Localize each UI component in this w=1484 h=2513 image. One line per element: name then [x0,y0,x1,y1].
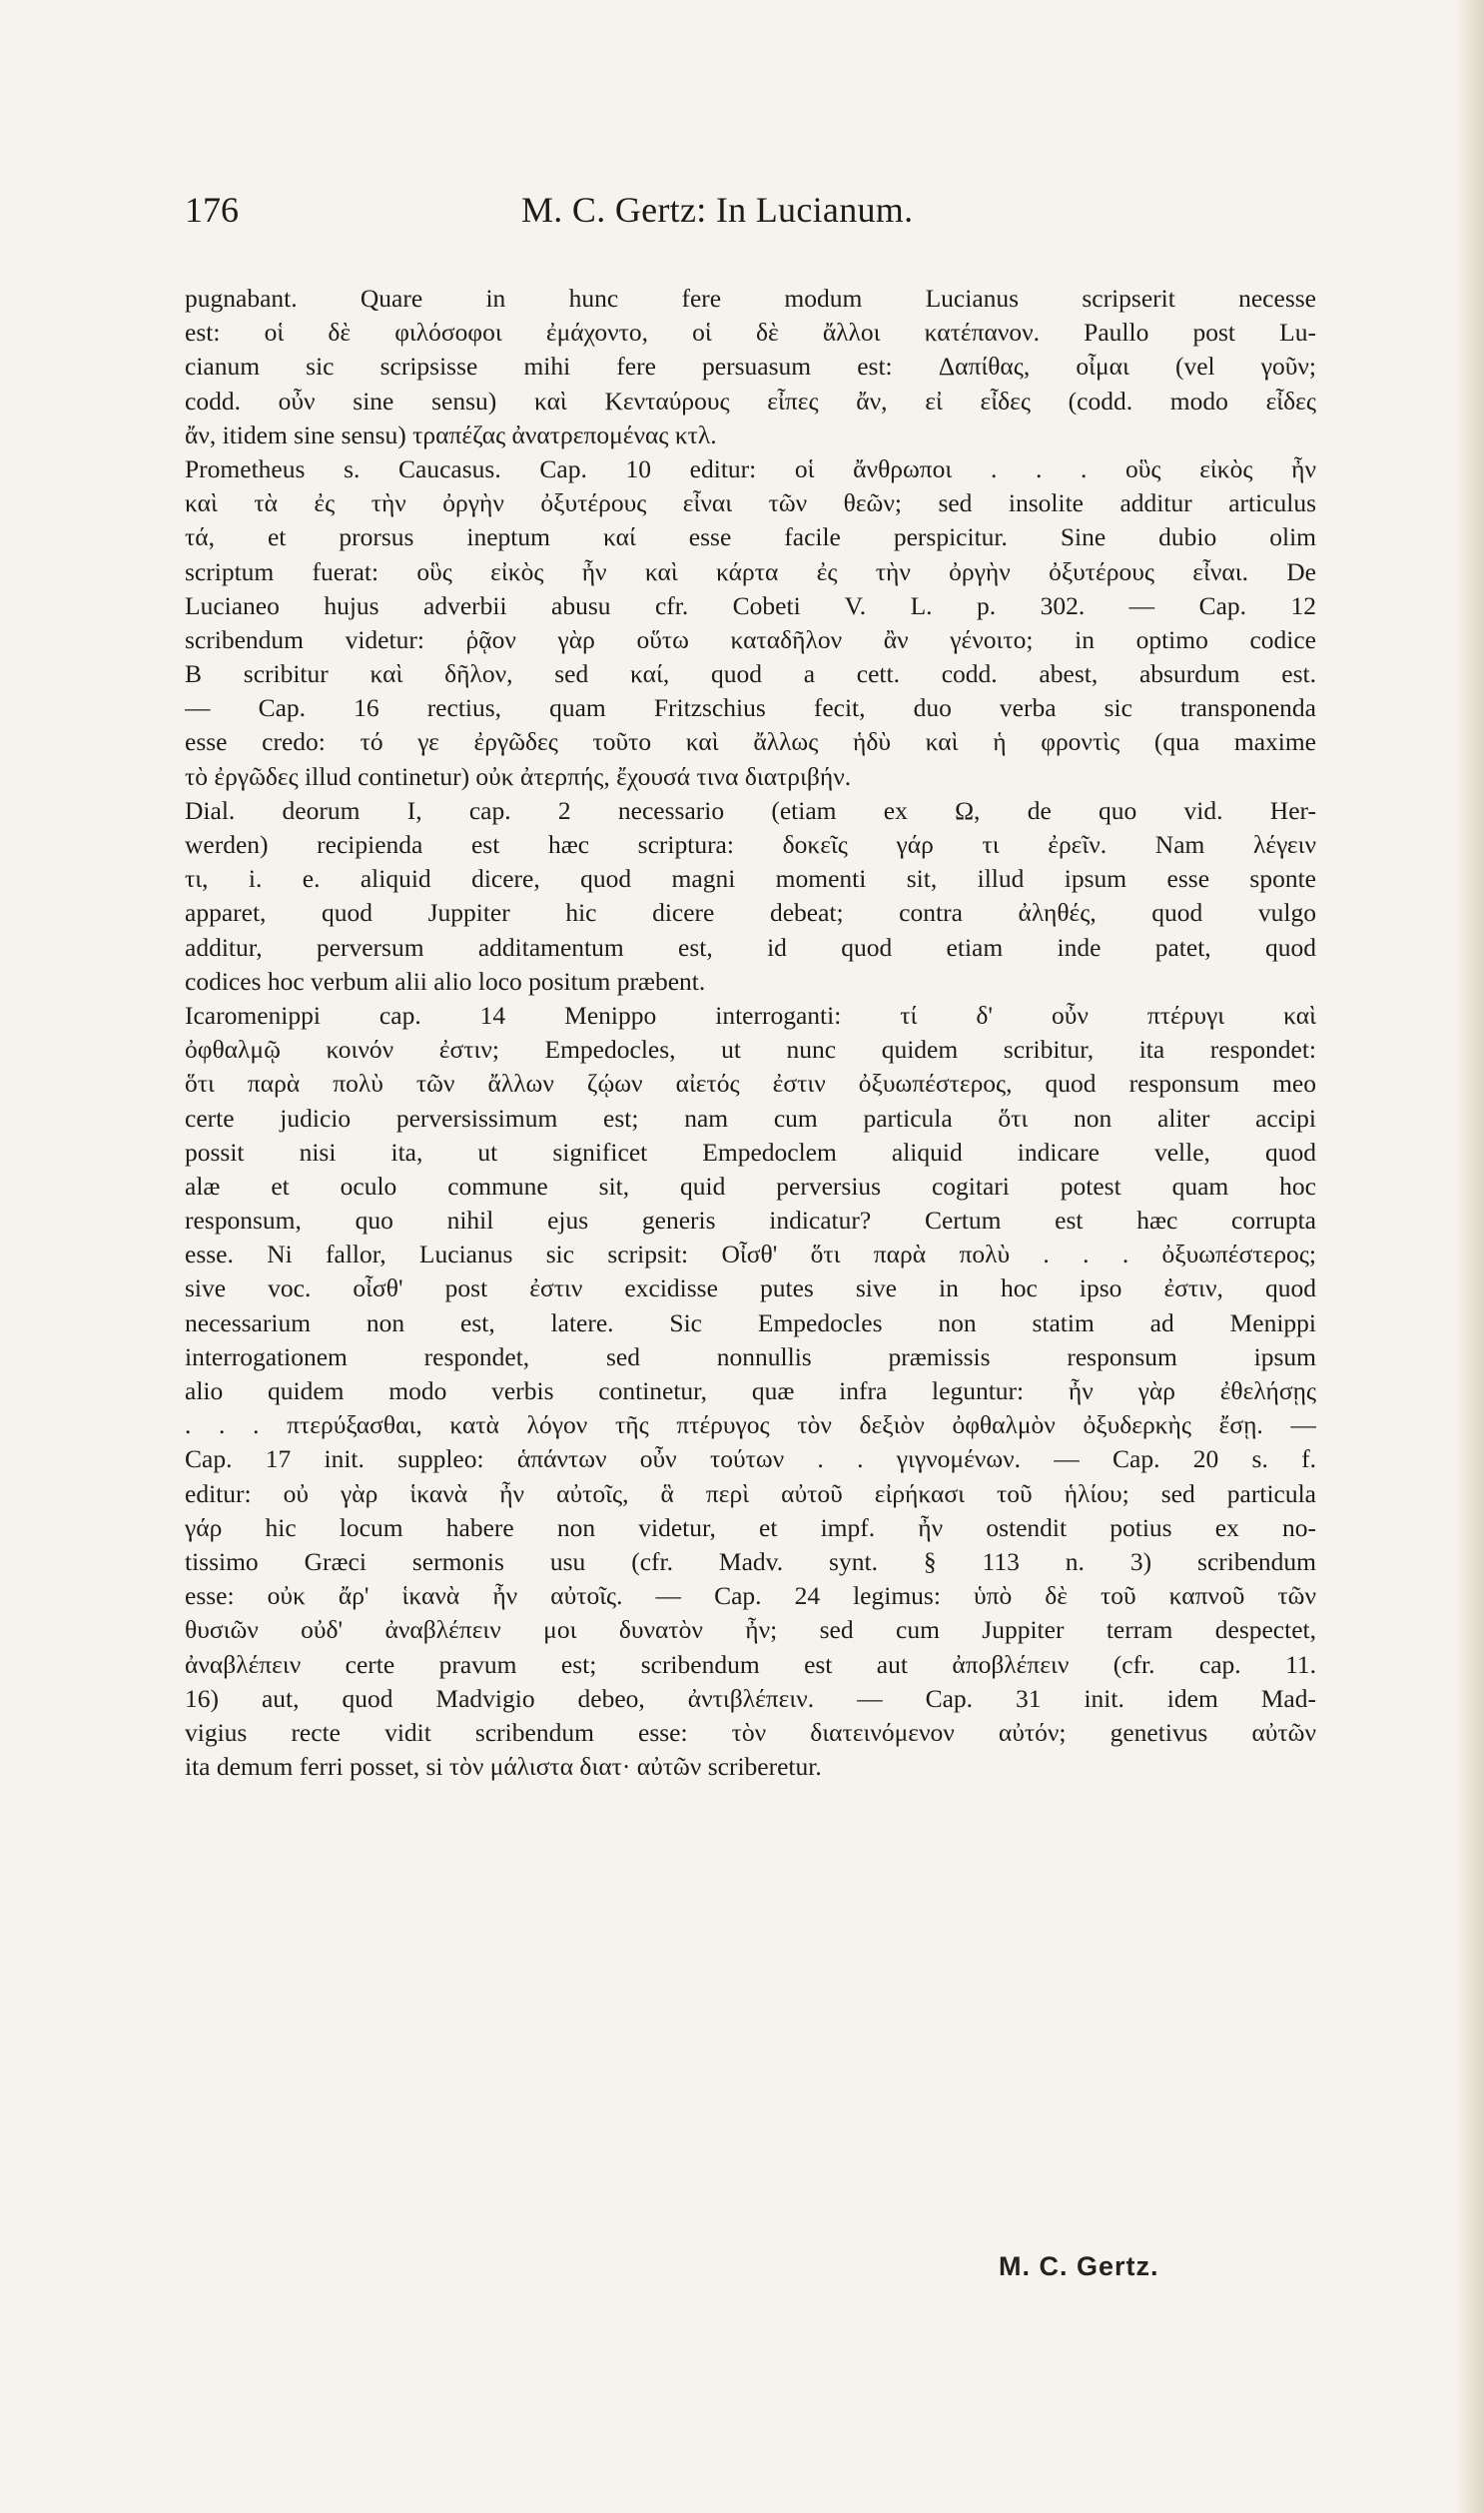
text-line: scribendum videtur: ῥᾷον γὰρ οὕτω καταδῆλον ἂν γένοιτο; in optimo codice [185,624,1316,654]
text-line: editur: οὐ γὰρ ἱκανὰ ἦν αὐτοῖς, ἃ περὶ αὐτοῦ εἰρήκασι τοῦ ἡλίου; sed particula [185,1478,1316,1508]
text-line: καὶ τὰ ἐς τὴν ὀργὴν ὀξυτέρους εἶναι τῶν θεῶν; sed insolite additur articulus [185,488,1316,518]
text-line: Prometheus s. Caucasus. Cap. 10 editur: οἱ ἄνθρωποι . . . οὓς εἰκὸς ἦν [185,453,1316,483]
text-line: ὀφθαλμῷ κοινόν ἐστιν; Empedocles, ut nunc quidem scribitur, ita respondet: [185,1035,1316,1065]
text-line: — Cap. 16 rectius, quam Fritzschius fecit, duo verba sic transponenda [185,693,1316,723]
text-line: cianum sic scripsisse mihi fere persuasum est: Δαπίθας, οἶμαι (vel γοῦν; [185,352,1316,382]
text-line: θυσιῶν οὐδ' ἀναβλέπειν μοι δυνατὸν ἦν; sed cum Juppiter terram despectet, [185,1615,1316,1645]
text-line: ἀναβλέπειν certe pravum est; scribendum est aut ἀποβλέπειν (cfr. cap. 11. [185,1649,1316,1679]
text-line: Icaromenippi cap. 14 Menippo interroganti: τί δ' οὖν πτέρυγι καὶ [185,1000,1316,1030]
text-line: interrogationem respondet, sed nonnullis præmissis responsum ipsum [185,1341,1316,1371]
text-line: Cap. 17 init. suppleo: ἁπάντων οὖν τούτων . . γιγνομένων. — Cap. 20 s. f. [185,1444,1316,1474]
text-line: ita demum ferri posset, si τὸν μάλιστα διατ· αὐτῶν scriberetur. [185,1752,822,1782]
running-head [185,186,1303,234]
text-line: Lucianeo hujus adverbii abusu cfr. Cobeti V. L. p. 302. — Cap. 12 [185,590,1316,620]
page-edge [1456,0,1484,2513]
text-line: est: οἱ δὲ φιλόσοφοι ἐμάχοντο, οἱ δὲ ἄλλοι κατέπανον. Paullo post Lu- [185,318,1316,348]
text-line: alio quidem modo verbis continetur, quæ infra leguntur: ἦν γὰρ ἐθελήσῃς [185,1376,1316,1405]
text-line: scriptum fuerat: οὓς εἰκὸς ἦν καὶ κάρτα ἐς τὴν ὀργὴν ὀξυτέρους εἶναι. De [185,556,1316,586]
text-line: ὅτι παρὰ πολὺ τῶν ἄλλων ζῴων αἰετός ἐστιν ὀξυωπέστερος, quod responsum meo [185,1069,1316,1099]
text-line: Dial. deorum I, cap. 2 necessario (etiam ex Ω, de quo vid. Her- [185,795,1316,825]
page-title: M. C. Gertz: In Lucianum. [521,190,914,230]
page-number: 176 [185,190,239,230]
text-line: responsum, quo nihil ejus generis indicatur? Certum est hæc corrupta [185,1206,1316,1236]
text-line: esse. Ni fallor, Lucianus sic scripsit: Οἶσθ' ὅτι παρὰ πολὺ . . . ὀξυωπέστερος; [185,1240,1316,1269]
text-line: codd. οὖν sine sensu) καὶ Κενταύρους εἶπες ἄν, εἰ εἶδες (codd. modo εἶδες [185,386,1316,416]
text-line: apparet, quod Juppiter hic dicere debeat; contra ἀληθές, quod vulgo [185,898,1316,928]
author-signature: M. C. Gertz. [999,2251,1159,2281]
text-line: esse credo: τό γε ἐργῶδες τοῦτο καὶ ἄλλως ἡδὺ καὶ ἡ φροντὶς (qua maxime [185,727,1316,757]
text-line: 16) aut, quod Madvigio debeo, ἀντιβλέπειν. — Cap. 31 init. idem Mad- [185,1683,1316,1713]
text-line: τά, et prorsus ineptum καί esse facile perspicitur. Sine dubio olim [185,522,1316,552]
text-line: esse: οὐκ ἄρ' ἱκανὰ ἦν αὐτοῖς. — Cap. 24 legimus: ὑπὸ δὲ τοῦ καπνοῦ τῶν [185,1581,1316,1611]
text-line: γάρ hic locum habere non videtur, et impf. ἦν ostendit potius ex no- [185,1512,1316,1542]
text-line: codices hoc verbum alii alio loco positum præbent. [185,966,706,996]
text-line: tissimo Græci sermonis usu (cfr. Madv. synt. § 113 n. 3) scribendum [185,1546,1316,1576]
text-line: τι, i. e. aliquid dicere, quod magni momenti sit, illud ipsum esse sponte [185,864,1316,894]
text-line: additur, perversum additamentum est, id quod etiam inde patet, quod [185,932,1316,962]
text-line: . . . πτερύξασθαι, κατὰ λόγον τῆς πτέρυγος τὸν δεξιὸν ὀφθαλμὸν ὀξυδερκὴς ἔσῃ. — [185,1410,1316,1440]
text-line: alæ et oculo commune sit, quid perversius cogitari potest quam hoc [185,1171,1316,1201]
text-line: werden) recipienda est hæc scriptura: δοκεῖς γάρ τι ἐρεῖν. Nam λέγειν [185,830,1316,859]
text-line: pugnabant. Quare in hunc fere modum Lucianus scripserit necesse [185,284,1316,313]
body-text [185,282,1316,1784]
text-line: necessarium non est, latere. Sic Empedocles non statim ad Menippi [185,1307,1316,1337]
text-line: τὸ ἐργῶδες illud continetur) οὐκ ἀτερπής, ἔχουσά τινα διατριβήν. [185,761,852,791]
text-line: ἄν, itidem sine sensu) τραπέζας ἀνατρεπομένας κτλ. [185,419,717,449]
text-line: possit nisi ita, ut significet Empedoclem aliquid indicare velle, quod [185,1137,1316,1167]
text-line: certe judicio perversissimum est; nam cum particula ὅτι non aliter accipi [185,1103,1316,1133]
text-line: B scribitur καὶ δῆλον, sed καί, quod a cett. codd. abest, absurdum est. [185,659,1316,689]
text-line: vigius recte vidit scribendum esse: τὸν διατεινόμενον αὐτόν; genetivus αὐτῶν [185,1717,1316,1747]
text-line: sive voc. οἶσθ' post ἐστιν excidisse putes sive in hoc ipso ἐστιν, quod [185,1273,1316,1303]
